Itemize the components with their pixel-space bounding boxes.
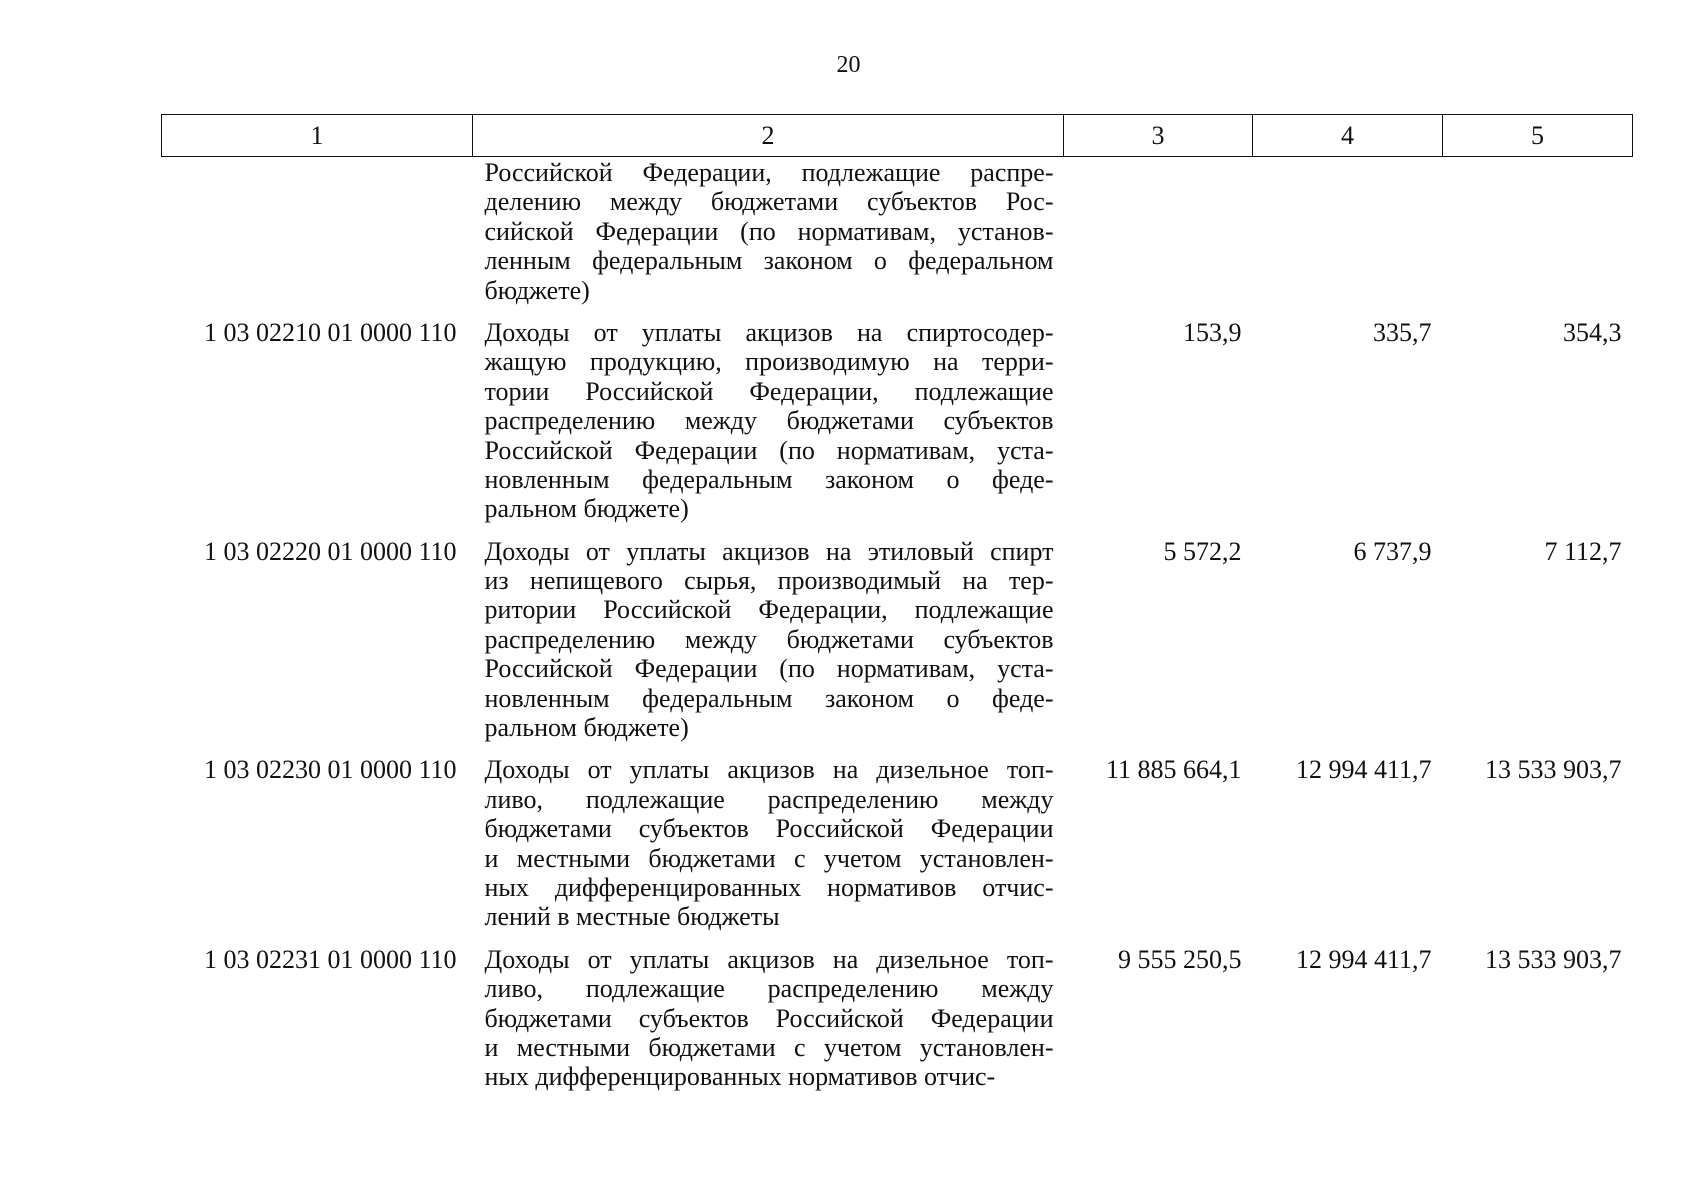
header-row <box>162 115 1633 157</box>
description-line: лений в местные бюджеты <box>484 902 780 932</box>
page-number: 20 <box>836 52 861 78</box>
description-line: сийской Федерации (по нормативам, установ- <box>484 216 1054 246</box>
table-row <box>162 945 1633 1105</box>
table-row <box>162 537 1633 756</box>
description-line: новленным федеральным законом о феде- <box>484 683 1054 713</box>
description-line: жащую продукцию, производимую на терри- <box>484 347 1054 377</box>
description-line: ливо, подлежащие распределению между <box>484 784 1054 814</box>
value-cell-col-4: 335,7 <box>1373 317 1432 347</box>
column-header-2: 2 <box>473 115 1064 157</box>
description-line: Доходы от уплаты акцизов на спиртосодер- <box>484 317 1054 347</box>
description-line: ленным федеральным законом о федеральном <box>484 246 1054 276</box>
column-header-1: 1 <box>162 115 473 157</box>
description-cell <box>473 755 1064 944</box>
description-line: ливо, подлежащие распределению между <box>484 974 1054 1004</box>
description-cell <box>473 945 1064 1105</box>
table-row <box>162 318 1633 537</box>
table-row <box>162 755 1633 944</box>
description-line: Доходы от уплаты акцизов на дизельное топ- <box>484 944 1054 974</box>
value-cell-col-5: 13 533 903,7 <box>1485 944 1622 974</box>
description-line: делению между бюджетами субъектов Рос- <box>484 187 1054 217</box>
value-cell-col-3: 5 572,2 <box>1163 536 1242 566</box>
description-line: распределению между бюджетами субъектов <box>484 406 1054 436</box>
value-cell-col-4: 12 994 411,7 <box>1295 944 1432 974</box>
value-cell-col-4 <box>1253 157 1443 318</box>
table-row <box>162 157 1633 318</box>
value-cell-col-3 <box>1064 157 1253 318</box>
value-cell-col-5: 354,3 <box>1563 317 1622 347</box>
column-header-5: 5 <box>1443 115 1633 157</box>
budget-code-cell: 1 03 02210 01 0000 110 <box>203 317 457 347</box>
table-header <box>162 115 1633 157</box>
description-line: ральном бюджете) <box>484 713 689 743</box>
value-cell-col-3: 153,9 <box>1183 317 1242 347</box>
value-cell-col-3: 11 885 664,1 <box>1105 755 1242 785</box>
description-line: распределению между бюджетами субъектов <box>484 624 1054 654</box>
budget-code-cell: 1 03 02230 01 0000 110 <box>203 755 457 785</box>
value-cell-col-5: 7 112,7 <box>1544 536 1622 566</box>
description-line: бюджете) <box>484 275 590 305</box>
value-cell-col-3: 9 555 250,5 <box>1118 944 1242 974</box>
description-line: Российской Федерации (по нормативам, уста- <box>484 435 1054 465</box>
column-header-4: 4 <box>1253 115 1443 157</box>
value-cell-col-5 <box>1443 157 1633 318</box>
description-line: бюджетами субъектов Российской Федерации <box>484 1003 1054 1033</box>
description-line: ритории Российской Федерации, подлежащие <box>484 595 1054 625</box>
description-line: Российской Федерации (по нормативам, уста- <box>484 654 1054 684</box>
budget-code-cell: 1 03 02231 01 0000 110 <box>203 944 457 974</box>
description-line: Доходы от уплаты акцизов на этиловый спирт <box>484 536 1054 566</box>
description-line: новленным федеральным законом о феде- <box>484 464 1054 494</box>
budget-revenue-table <box>161 114 1633 1105</box>
description-cell <box>473 537 1064 756</box>
description-line: бюджетами субъектов Российской Федерации <box>484 814 1054 844</box>
description-line: и местными бюджетами с учетом установлен- <box>484 1032 1054 1062</box>
value-cell-col-5: 13 533 903,7 <box>1485 755 1622 785</box>
value-cell-col-4: 12 994 411,7 <box>1295 755 1432 785</box>
column-header-3: 3 <box>1064 115 1253 157</box>
description-line: и местными бюджетами с учетом установлен- <box>484 843 1054 873</box>
description-line: Российской Федерации, подлежащие распре- <box>484 158 1054 187</box>
description-line: ных дифференцированных нормативов отчис- <box>484 1062 996 1092</box>
description-cell <box>473 318 1064 537</box>
value-cell-col-4: 6 737,9 <box>1353 536 1432 566</box>
table-body <box>162 157 1633 1105</box>
description-cell <box>473 157 1064 318</box>
description-line: из непищевого сырья, производимый на тер- <box>484 566 1054 596</box>
budget-code-cell <box>162 157 473 318</box>
budget-code-cell: 1 03 02220 01 0000 110 <box>203 536 457 566</box>
description-line: ных дифференцированных нормативов отчис- <box>484 872 1054 902</box>
description-line: тории Российской Федерации, подлежащие <box>484 376 1054 406</box>
description-line: Доходы от уплаты акцизов на дизельное топ- <box>484 755 1054 785</box>
description-line: ральном бюджете) <box>484 494 689 524</box>
